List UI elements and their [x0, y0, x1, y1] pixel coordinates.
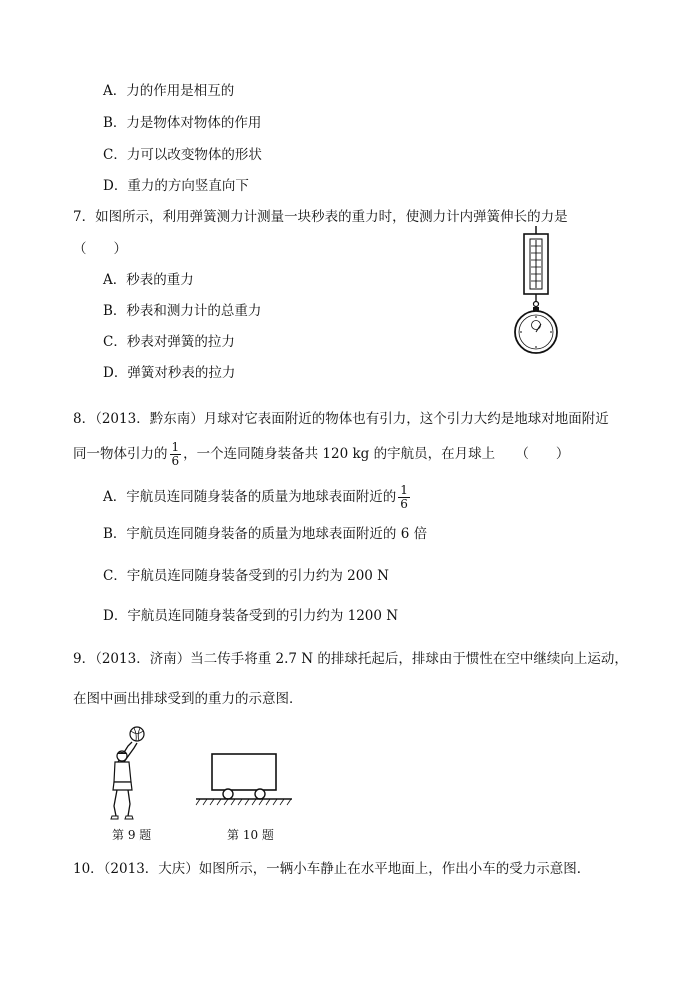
q6-option-c: C．力可以改变物体的形状: [103, 147, 262, 163]
q6-option-d: D．重力的方向竖直向下: [103, 178, 249, 194]
q7-answer-bracket: （ ）: [73, 241, 127, 257]
q7-option-a: A．秒表的重力: [103, 272, 194, 288]
q9-stem: 9．（2013．济南）当二传手将重 2.7 N 的排球托起后，排球由于惯性在空中继续向上运动，: [73, 651, 628, 667]
q7-option-c: C．秒表对弹簧的拉力: [103, 334, 235, 350]
q7-stem: 7．如图所示，利用弹簧测力计测量一块秒表的重力时，使测力计内弹簧伸长的力是: [73, 209, 568, 225]
figure-9-caption: 第 9 题: [112, 828, 152, 842]
spring-scale-stopwatch-figure: [505, 226, 567, 360]
q8-stem-line2: 同一物体引力的 $\frac{1}{6}$ ，一个连同随身装备共 120 kg 的宇航员，在月球上 （ ）: [73, 440, 570, 468]
q7-option-d: D．弹簧对秒表的拉力: [103, 365, 236, 381]
q8-stem: 8．（2013．黔东南）月球对它表面附近的物体也有引力，这个引力大约是地球对地面附近: [73, 411, 609, 427]
q8-option-a: A．宇航员连同随身装备的质量为地球表面附近的 $\frac{1}{6}$: [103, 483, 408, 511]
fraction-one-sixth: $\frac{1}{6}$: [171, 440, 180, 468]
q8-option-d: D．宇航员连同随身装备受到的引力约为 1200 N: [103, 608, 399, 624]
q8-option-c: C．宇航员连同随身装备受到的引力约为 200 N: [103, 568, 389, 584]
figure-10-caption: 第 10 题: [227, 828, 274, 842]
q8-option-b: B．宇航员连同随身装备的质量为地球表面附近的 6 倍: [103, 526, 428, 542]
q7-option-b: B．秒表和测力计的总重力: [103, 303, 262, 319]
q9-stem-line2: 在图中画出排球受到的重力的示意图．: [73, 691, 303, 707]
fraction-one-sixth: $\frac{1}{6}$: [400, 483, 408, 511]
volleyball-player-figure: [104, 724, 150, 824]
cart-on-ground-figure: [194, 752, 294, 806]
q6-option-b: B．力是物体对物体的作用: [103, 115, 262, 131]
q10-stem: 10．（2013．大庆）如图所示，一辆小车静止在水平地面上，作出小车的受力示意图．: [73, 861, 591, 877]
q6-option-a: A．力的作用是相互的: [103, 83, 235, 99]
